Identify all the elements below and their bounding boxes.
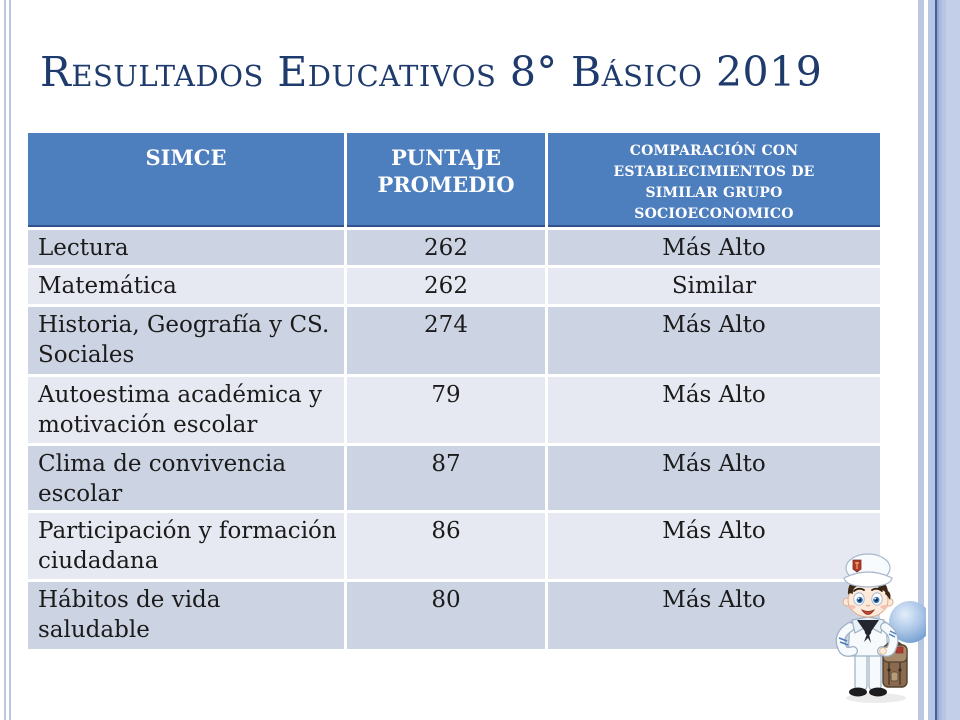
cell-comparison: Más Alto [548,377,880,443]
table-row [28,446,880,510]
cell-comparison: Similar [548,268,880,304]
results-table [25,130,883,652]
cell-comparison: Más Alto [548,513,880,579]
cell-subject: Hábitos de vida saludable [28,582,344,649]
cell-score: 80 [347,582,545,649]
cell-subject: Clima de convivencia escolar [28,446,344,510]
cell-subject: Lectura [28,230,344,265]
cell-subject: Autoestima académica y motivación escolar [28,377,344,443]
table-row [28,513,880,579]
table-row [28,230,880,265]
left-border-line-inner [9,0,11,720]
header-simce: SIMCE [28,133,344,227]
cell-subject: Historia, Geografía y CS. Sociales [28,307,344,374]
table-row [28,377,880,443]
sailor-boy-mascot-icon [834,546,926,710]
header-comparacion: COMPARACIÓN CON ESTABLECIMIENTOS DE SIMILAR GRUPO SOCIOECONOMICO [548,133,880,227]
cell-comparison: Más Alto [548,582,880,649]
cell-subject: Matemática [28,268,344,304]
table-row [28,307,880,374]
right-border-band [928,0,960,720]
cell-score: 79 [347,377,545,443]
cell-score: 86 [347,513,545,579]
cell-score: 274 [347,307,545,374]
left-border-line [4,0,6,720]
cell-score: 87 [347,446,545,510]
cell-comparison: Más Alto [548,230,880,265]
cell-subject: Participación y formación ciudadana [28,513,344,579]
page-title: Resultados Educativos 8° Básico 2019 [40,48,823,96]
header-puntaje: PUNTAJE PROMEDIO [347,133,545,227]
cell-comparison: Más Alto [548,446,880,510]
cell-score: 262 [347,230,545,265]
table-row [28,268,880,304]
cell-comparison: Más Alto [548,307,880,374]
table-header-row [28,133,880,227]
cell-score: 262 [347,268,545,304]
table-row [28,582,880,649]
